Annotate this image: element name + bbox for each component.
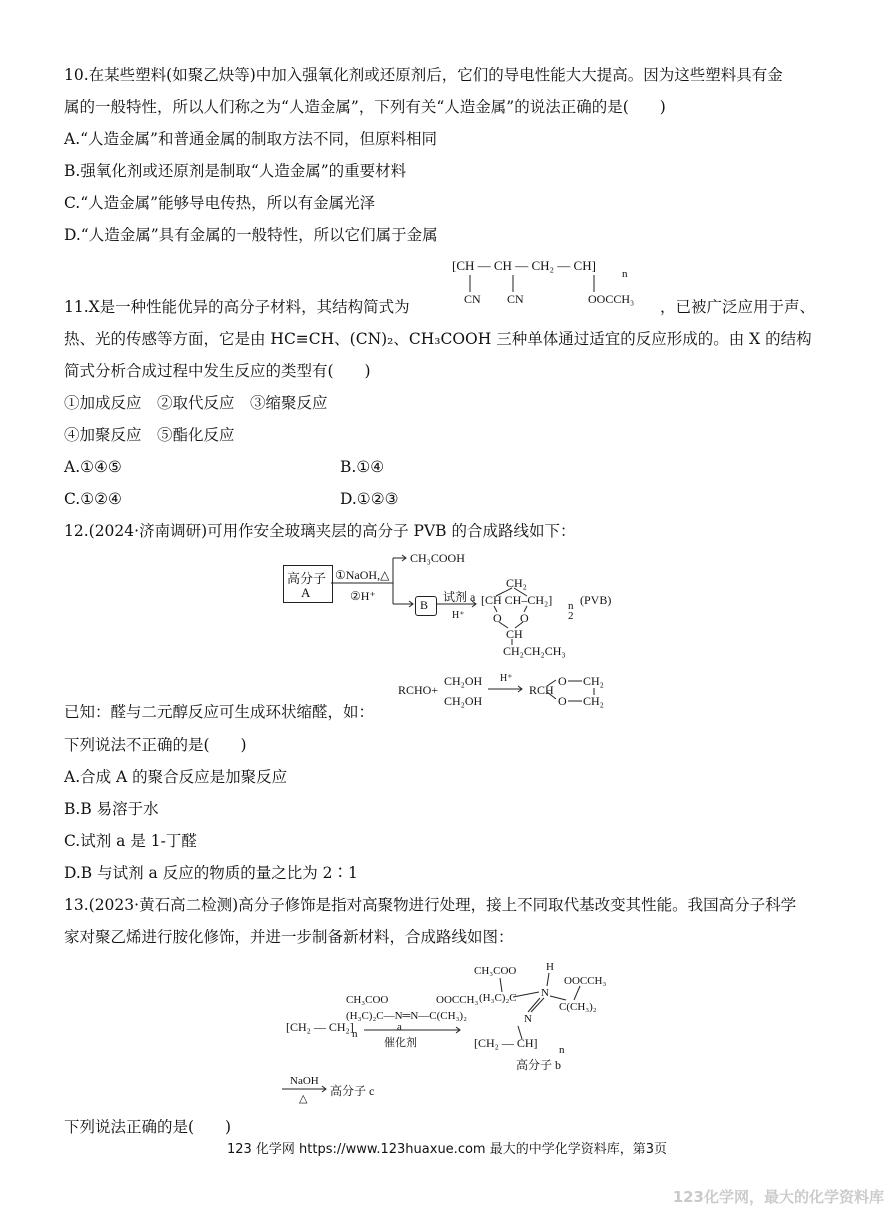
q11-formula-cn1: CN xyxy=(464,292,481,306)
q13-delta: △ xyxy=(299,1093,308,1105)
q11-option-d: D.①②③ xyxy=(340,490,399,508)
q12-stem: 12.(2024·济南调研)可用作安全玻璃夹层的高分子 PVB 的合成路线如下： xyxy=(64,522,576,540)
q11-option-b: B.①④ xyxy=(340,458,385,476)
q12-pvb-ch2: CH₂ xyxy=(506,576,527,590)
q12-pvb-o-right: O xyxy=(520,611,529,625)
q12-known: 已知：醛与二元醇反应可生成环状缩醛，如： xyxy=(64,703,375,721)
q12-pvb-o-left: O xyxy=(493,611,502,625)
q13-b-cme2-left: (H₃C)₂C xyxy=(479,992,517,1004)
q11-option-a: A.①④⑤ xyxy=(64,458,122,476)
q13-b-acetate-left: CH₃COO xyxy=(474,965,517,977)
q12-pvb-ch: CH xyxy=(506,627,523,641)
q13-ask: 下列说法正确的是( ) xyxy=(64,1118,232,1136)
q12-reagent-a: 试剂 a xyxy=(443,590,476,604)
q13-polyethylene: [CH₂ — CH₂] xyxy=(286,1020,354,1034)
q13-polymer-c-label: 高分子 c xyxy=(330,1084,375,1098)
q12-polymer-a-line2: A xyxy=(301,585,311,600)
q11-option-c: C.①②④ xyxy=(64,490,122,508)
q12-known-ch2-bot: CH₂ xyxy=(583,694,604,708)
q12-option-c: C.试剂 a 是 1-丁醛 xyxy=(64,832,197,850)
q12-ask: 下列说法不正确的是( ) xyxy=(64,736,247,754)
q11-stem-line3: 简式分析合成过程中发生反应的类型有( ) xyxy=(64,362,371,380)
q13-b-n: n xyxy=(559,1044,565,1056)
q11-formula-backbone: [CH — CH — CH₂ — CH] xyxy=(452,258,596,273)
q10-option-b: B.强氧化剂或还原剂是制取“人造金属”的重要材料 xyxy=(64,162,407,180)
q12-known-o-top: O xyxy=(558,674,567,688)
q13-catalyst: 催化剂 xyxy=(384,1037,417,1049)
page-footer: 123 化学网 https://www.123huaxue.com 最大的中学化学资料库，第3页 xyxy=(226,1142,667,1157)
q13-naoh: NaOH xyxy=(290,1075,319,1087)
q13-b-acetate-right: OOCCH₃ xyxy=(564,975,607,987)
q11-formula-n: n xyxy=(622,268,628,280)
q13-b-chain: [CH₂ — CH] xyxy=(474,1036,538,1050)
q10-option-d: D.“人造金属”具有金属的一般特性，所以它们属于金属 xyxy=(64,226,438,244)
q12-pvb-backbone: [CH CH–CH₂] xyxy=(481,593,553,607)
q13-b-cme2-right: C(CH₃)₂ xyxy=(559,1001,597,1013)
q11-stem-line1a: 11.X是一种性能优异的高分子材料，其结构简式为 xyxy=(64,298,410,316)
q13-stem-line2: 家对聚乙烯进行胺化修饰，并进一步制备新材料，合成路线如图： xyxy=(64,928,514,946)
q12-known-ch2oh-top: CH₂OH xyxy=(444,674,483,688)
q11-stem-line2: 热、光的传感等方面，它是由 HC≡CH、(CN)₂、CH₃COOH 三种单体通过适宜的反应形成的。由 X 的结构 xyxy=(64,330,812,348)
q13-reagent-acetate-right: OOCCH₃ xyxy=(436,994,479,1006)
q12-known-rcho: RCHO+ xyxy=(398,683,439,697)
q11-formula-cn2: CN xyxy=(507,292,524,306)
q13-b-h: H xyxy=(546,961,554,973)
q13-reagent-acetate-left: CH₃COO xyxy=(346,994,389,1006)
q12-pvb-n: n xyxy=(568,600,574,612)
q12-known-rch: RCH xyxy=(529,683,554,697)
q10-stem-line1: 10.在某些塑料(如聚乙炔等)中加入强氧化剂或还原剂后，它们的导电性能大大提高。因为这些塑料具有金 xyxy=(64,66,783,84)
q12-h-plus: H⁺ xyxy=(452,610,465,621)
q12-product-acetic-acid: CH₃COOH xyxy=(410,551,465,565)
q13-reagent-azo: (H₃C)₂C—N═N—C(CH₃)₂ xyxy=(346,1010,467,1022)
q12-b-label: B xyxy=(420,598,429,612)
q12-option-d: D.B 与试剂 a 反应的物质的量之比为 2∶1 xyxy=(64,864,358,882)
q13-b-n1: N xyxy=(541,987,549,999)
q12-condition-1: ①NaOH,△ xyxy=(335,568,390,582)
q12-pvb-label: (PVB) xyxy=(580,593,612,607)
q12-option-b: B.B 易溶于水 xyxy=(64,800,159,818)
q11-formula-oocch3: OOCCH₃ xyxy=(588,292,635,306)
q13-polyethylene-n: n xyxy=(352,1028,358,1040)
q12-known-o-bot: O xyxy=(558,694,567,708)
q12-option-a: A.合成 A 的聚合反应是加聚反应 xyxy=(64,768,288,786)
q13-stem-line1: 13.(2023·黄石高二检测)高分子修饰是指对高聚物进行处理，接上不同取代基改变其性能。我国高分子科学 xyxy=(64,896,797,914)
q12-known-h-plus: H⁺ xyxy=(500,673,513,684)
q12-pvb-propyl: CH₂CH₂CH₃ xyxy=(503,644,566,658)
q12-known-ch2-top: CH₂ xyxy=(583,674,604,688)
q11-reaction-types-1: ①加成反应 ②取代反应 ③缩聚反应 xyxy=(64,394,328,412)
q12-known-ch2oh-bot: CH₂OH xyxy=(444,694,483,708)
q11-stem-line1b: ，已被广泛应用于声、 xyxy=(660,298,816,316)
q10-option-a: A.“人造金属”和普通金属的制取方法不同，但原料相同 xyxy=(64,130,437,148)
q12-polymer-a-line1: 高分子 xyxy=(287,571,327,586)
watermark: 123化学网，最大的化学资料库 xyxy=(672,1188,884,1206)
q13-polymer-b-label: 高分子 b xyxy=(516,1058,562,1072)
q13-b-n2: N xyxy=(524,1013,532,1025)
q13-reagent-label-a: a xyxy=(397,1021,402,1033)
q10-stem-line2: 属的一般特性，所以人们称之为“人造金属”，下列有关“人造金属”的说法正确的是( ) xyxy=(64,98,666,116)
q12-condition-2: ②H⁺ xyxy=(350,589,376,603)
q10-option-c: C.“人造金属”能够导电传热，所以有金属光泽 xyxy=(64,194,376,212)
q12-pvb-sub2: 2 xyxy=(568,610,574,622)
q11-reaction-types-2: ④加聚反应 ⑤酯化反应 xyxy=(64,426,235,444)
